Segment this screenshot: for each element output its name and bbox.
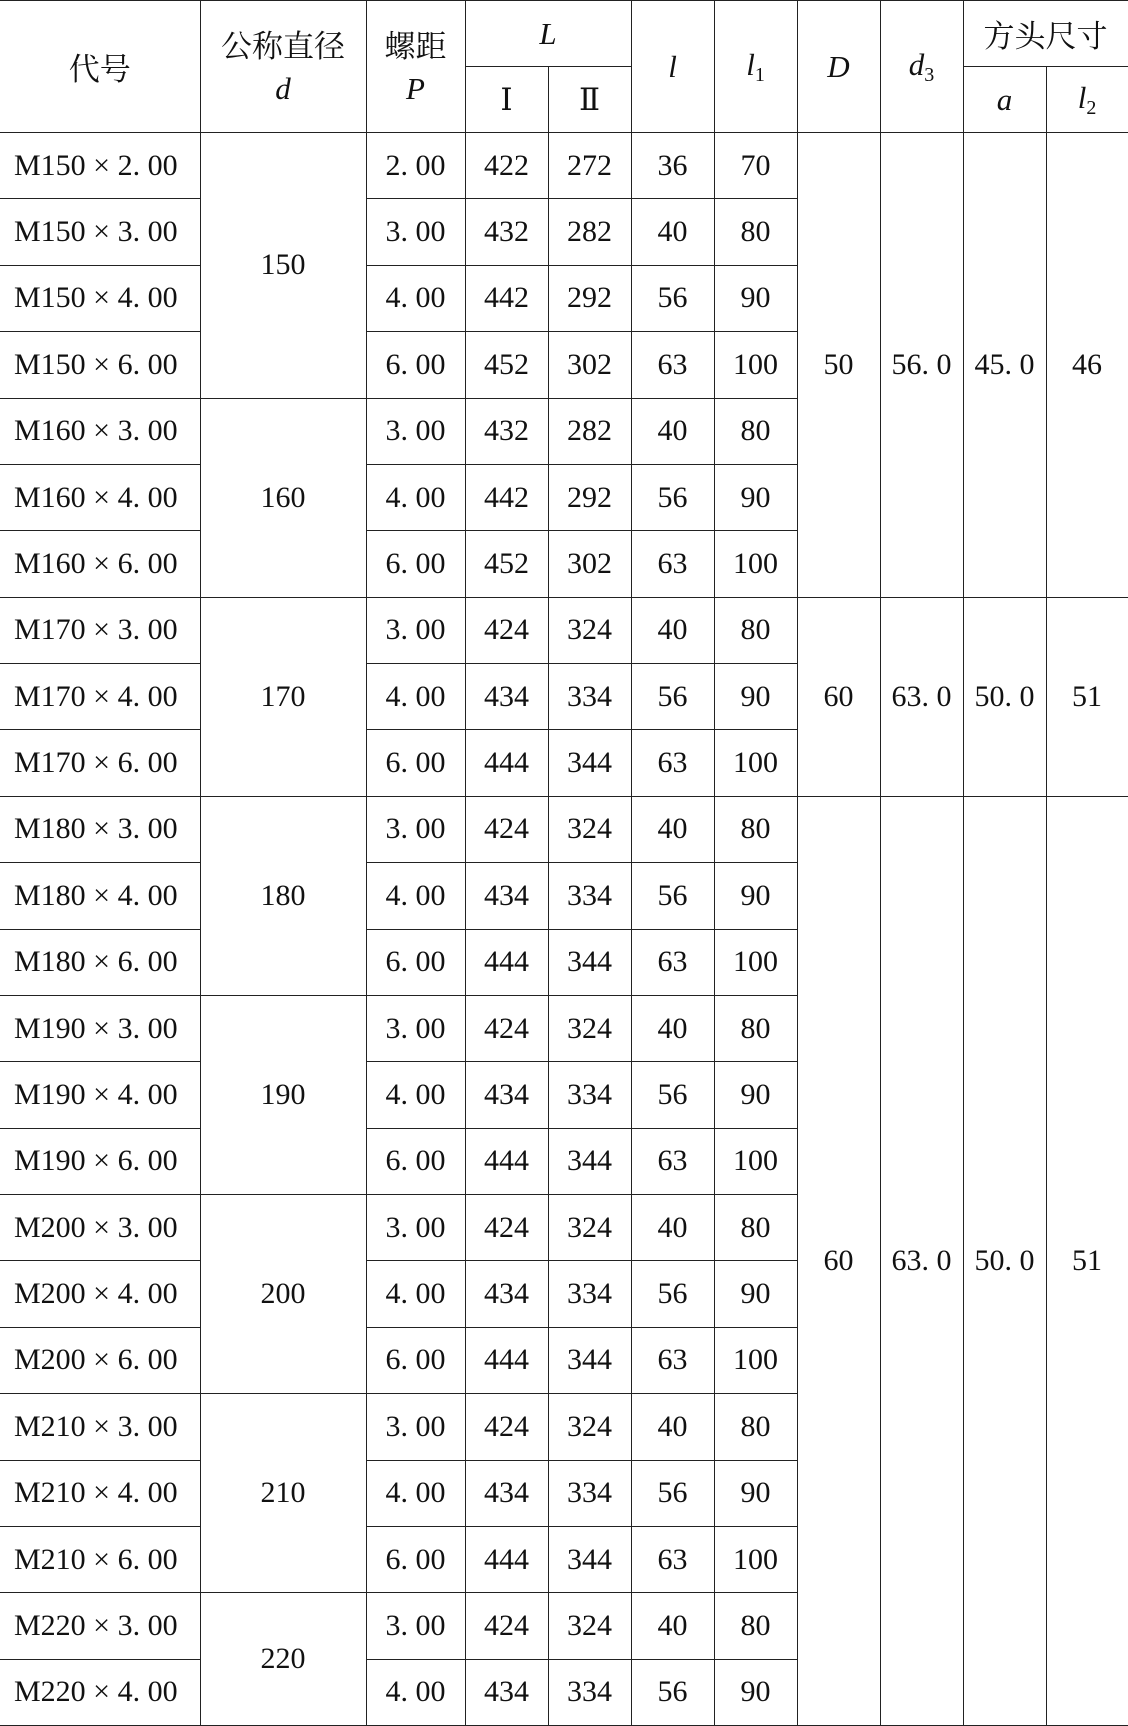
code-cell: M180 × 3. 00 <box>0 796 200 862</box>
pitch-cell: 3. 00 <box>366 1195 465 1261</box>
l1-cell: 80 <box>714 398 797 464</box>
pitch-cell: 4. 00 <box>366 664 465 730</box>
l-cell: 40 <box>631 597 714 663</box>
l1-cell: 90 <box>714 664 797 730</box>
length-2-cell: 324 <box>548 597 631 663</box>
l1-cell: 100 <box>714 1327 797 1393</box>
pitch-cell: 4. 00 <box>366 1659 465 1725</box>
length-1-cell: 444 <box>465 1128 548 1194</box>
header-l: l <box>631 1 714 133</box>
pitch-cell: 4. 00 <box>366 1460 465 1526</box>
l1-cell: 80 <box>714 1593 797 1659</box>
pitch-cell: 4. 00 <box>366 464 465 530</box>
pitch-cell: 6. 00 <box>366 531 465 597</box>
code-cell: M170 × 3. 00 <box>0 597 200 663</box>
code-cell: M210 × 4. 00 <box>0 1460 200 1526</box>
l2-cell: 46 <box>1046 133 1128 598</box>
pitch-cell: 3. 00 <box>366 597 465 663</box>
l-cell: 40 <box>631 199 714 265</box>
code-cell: M180 × 6. 00 <box>0 929 200 995</box>
pitch-cell: 3. 00 <box>366 1394 465 1460</box>
l1-cell: 100 <box>714 929 797 995</box>
length-1-cell: 434 <box>465 1460 548 1526</box>
length-2-cell: 334 <box>548 1062 631 1128</box>
pitch-cell: 6. 00 <box>366 1128 465 1194</box>
pitch-cell: 4. 00 <box>366 265 465 331</box>
l2-cell: 51 <box>1046 597 1128 796</box>
pitch-cell: 3. 00 <box>366 199 465 265</box>
a-cell: 45. 0 <box>963 133 1046 598</box>
l1-cell: 80 <box>714 1394 797 1460</box>
pitch-cell: 2. 00 <box>366 133 465 199</box>
length-1-cell: 444 <box>465 929 548 995</box>
pitch-cell: 6. 00 <box>366 332 465 398</box>
length-1-cell: 434 <box>465 863 548 929</box>
a-cell: 50. 0 <box>963 796 1046 1725</box>
length-1-cell: 442 <box>465 265 548 331</box>
l1-cell: 90 <box>714 1460 797 1526</box>
d3-cell: 63. 0 <box>880 597 963 796</box>
length-2-cell: 302 <box>548 531 631 597</box>
length-2-cell: 334 <box>548 1261 631 1327</box>
code-cell: M190 × 6. 00 <box>0 1128 200 1194</box>
pitch-cell: 3. 00 <box>366 995 465 1061</box>
length-1-cell: 432 <box>465 398 548 464</box>
header-length-2: Ⅱ <box>548 67 631 133</box>
table-body <box>0 133 1128 1726</box>
pitch-cell: 3. 00 <box>366 796 465 862</box>
l1-cell: 80 <box>714 597 797 663</box>
length-1-cell: 424 <box>465 597 548 663</box>
pitch-cell: 4. 00 <box>366 1062 465 1128</box>
nominal-diameter-cell: 180 <box>200 796 366 995</box>
d3-cell: 63. 0 <box>880 796 963 1725</box>
length-2-cell: 334 <box>548 1460 631 1526</box>
length-2-cell: 324 <box>548 1394 631 1460</box>
length-1-cell: 422 <box>465 133 548 199</box>
l-cell: 56 <box>631 1659 714 1725</box>
code-cell: M200 × 6. 00 <box>0 1327 200 1393</box>
length-2-cell: 324 <box>548 1593 631 1659</box>
d3-cell: 56. 0 <box>880 133 963 598</box>
length-2-cell: 324 <box>548 1195 631 1261</box>
a-cell: 50. 0 <box>963 597 1046 796</box>
header-pitch: 螺距 P <box>366 1 465 133</box>
table-row <box>0 597 1128 663</box>
nominal-diameter-cell: 220 <box>200 1593 366 1726</box>
code-cell: M150 × 3. 00 <box>0 199 200 265</box>
code-cell: M150 × 4. 00 <box>0 265 200 331</box>
l-cell: 40 <box>631 796 714 862</box>
code-cell: M190 × 4. 00 <box>0 1062 200 1128</box>
length-2-cell: 344 <box>548 1327 631 1393</box>
code-cell: M200 × 4. 00 <box>0 1261 200 1327</box>
l1-cell: 90 <box>714 1062 797 1128</box>
pitch-cell: 6. 00 <box>366 929 465 995</box>
l-cell: 40 <box>631 995 714 1061</box>
code-cell: M170 × 6. 00 <box>0 730 200 796</box>
length-2-cell: 344 <box>548 730 631 796</box>
l1-cell: 100 <box>714 1526 797 1592</box>
pitch-cell: 4. 00 <box>366 863 465 929</box>
pitch-cell: 4. 00 <box>366 1261 465 1327</box>
l-cell: 40 <box>631 1593 714 1659</box>
header-length-1: Ⅰ <box>465 67 548 133</box>
l1-cell: 90 <box>714 863 797 929</box>
length-1-cell: 444 <box>465 1327 548 1393</box>
length-1-cell: 442 <box>465 464 548 530</box>
l-cell: 56 <box>631 1261 714 1327</box>
l1-cell: 100 <box>714 531 797 597</box>
length-2-cell: 272 <box>548 133 631 199</box>
l1-cell: 100 <box>714 332 797 398</box>
l1-cell: 90 <box>714 1659 797 1725</box>
l-cell: 56 <box>631 1062 714 1128</box>
length-1-cell: 432 <box>465 199 548 265</box>
header-d3: $d_3$ <box>880 1 963 133</box>
pitch-cell: 3. 00 <box>366 1593 465 1659</box>
l1-cell: 90 <box>714 464 797 530</box>
table-row <box>0 133 1128 199</box>
code-cell: M200 × 3. 00 <box>0 1195 200 1261</box>
length-1-cell: 434 <box>465 1659 548 1725</box>
length-2-cell: 334 <box>548 863 631 929</box>
l-cell: 56 <box>631 464 714 530</box>
header-D: D <box>797 1 880 133</box>
length-2-cell: 282 <box>548 199 631 265</box>
header-a: a <box>963 67 1046 133</box>
l-cell: 56 <box>631 265 714 331</box>
length-2-cell: 334 <box>548 1659 631 1725</box>
nominal-diameter-cell: 190 <box>200 995 366 1194</box>
l1-cell: 100 <box>714 730 797 796</box>
nominal-diameter-cell: 150 <box>200 133 366 399</box>
D-cell: 60 <box>797 597 880 796</box>
l-cell: 40 <box>631 1195 714 1261</box>
l1-cell: 90 <box>714 265 797 331</box>
header-length: L <box>465 1 631 67</box>
l1-cell: 80 <box>714 995 797 1061</box>
l1-cell: 90 <box>714 1261 797 1327</box>
code-cell: M180 × 4. 00 <box>0 863 200 929</box>
D-cell: 50 <box>797 133 880 598</box>
length-2-cell: 302 <box>548 332 631 398</box>
length-1-cell: 434 <box>465 1062 548 1128</box>
length-1-cell: 452 <box>465 332 548 398</box>
code-cell: M220 × 4. 00 <box>0 1659 200 1725</box>
length-1-cell: 444 <box>465 1526 548 1592</box>
pitch-cell: 6. 00 <box>366 730 465 796</box>
table-row <box>0 796 1128 862</box>
length-1-cell: 424 <box>465 1593 548 1659</box>
l1-cell: 80 <box>714 199 797 265</box>
code-cell: M170 × 4. 00 <box>0 664 200 730</box>
code-cell: M220 × 3. 00 <box>0 1593 200 1659</box>
nominal-diameter-cell: 210 <box>200 1394 366 1593</box>
nominal-diameter-cell: 170 <box>200 597 366 796</box>
code-cell: M160 × 4. 00 <box>0 464 200 530</box>
length-2-cell: 324 <box>548 995 631 1061</box>
header-l1: $l_1$ <box>714 1 797 133</box>
l1-cell: 80 <box>714 796 797 862</box>
length-1-cell: 434 <box>465 664 548 730</box>
length-1-cell: 444 <box>465 730 548 796</box>
length-1-cell: 452 <box>465 531 548 597</box>
l-cell: 63 <box>631 332 714 398</box>
length-2-cell: 334 <box>548 664 631 730</box>
l2-cell: 51 <box>1046 796 1128 1725</box>
D-cell: 60 <box>797 796 880 1725</box>
pitch-cell: 3. 00 <box>366 398 465 464</box>
l1-cell: 80 <box>714 1195 797 1261</box>
length-2-cell: 324 <box>548 796 631 862</box>
l-cell: 56 <box>631 863 714 929</box>
code-cell: M210 × 6. 00 <box>0 1526 200 1592</box>
code-cell: M150 × 2. 00 <box>0 133 200 199</box>
length-2-cell: 292 <box>548 464 631 530</box>
length-1-cell: 424 <box>465 1195 548 1261</box>
l1-cell: 100 <box>714 1128 797 1194</box>
code-cell: M160 × 3. 00 <box>0 398 200 464</box>
header-l2: $l_2$ <box>1046 67 1128 133</box>
l-cell: 40 <box>631 1394 714 1460</box>
header-nominal-diameter: 公称直径 d <box>200 1 366 133</box>
length-2-cell: 344 <box>548 929 631 995</box>
code-cell: M210 × 3. 00 <box>0 1394 200 1460</box>
l-cell: 56 <box>631 664 714 730</box>
length-2-cell: 344 <box>548 1128 631 1194</box>
code-cell: M160 × 6. 00 <box>0 531 200 597</box>
l-cell: 63 <box>631 1128 714 1194</box>
length-1-cell: 424 <box>465 995 548 1061</box>
pitch-cell: 6. 00 <box>366 1327 465 1393</box>
length-2-cell: 292 <box>548 265 631 331</box>
length-2-cell: 344 <box>548 1526 631 1592</box>
nominal-diameter-cell: 160 <box>200 398 366 597</box>
l-cell: 63 <box>631 1526 714 1592</box>
header-square-head: 方头尺寸 <box>963 1 1128 67</box>
l-cell: 63 <box>631 929 714 995</box>
l-cell: 36 <box>631 133 714 199</box>
length-1-cell: 424 <box>465 1394 548 1460</box>
l-cell: 63 <box>631 531 714 597</box>
code-cell: M190 × 3. 00 <box>0 995 200 1061</box>
nominal-diameter-cell: 200 <box>200 1195 366 1394</box>
header-code: 代号 <box>0 1 200 133</box>
code-cell: M150 × 6. 00 <box>0 332 200 398</box>
length-1-cell: 424 <box>465 796 548 862</box>
l1-cell: 70 <box>714 133 797 199</box>
pitch-cell: 6. 00 <box>366 1526 465 1592</box>
l-cell: 40 <box>631 398 714 464</box>
l-cell: 56 <box>631 1460 714 1526</box>
length-2-cell: 282 <box>548 398 631 464</box>
l-cell: 63 <box>631 730 714 796</box>
length-1-cell: 434 <box>465 1261 548 1327</box>
l-cell: 63 <box>631 1327 714 1393</box>
